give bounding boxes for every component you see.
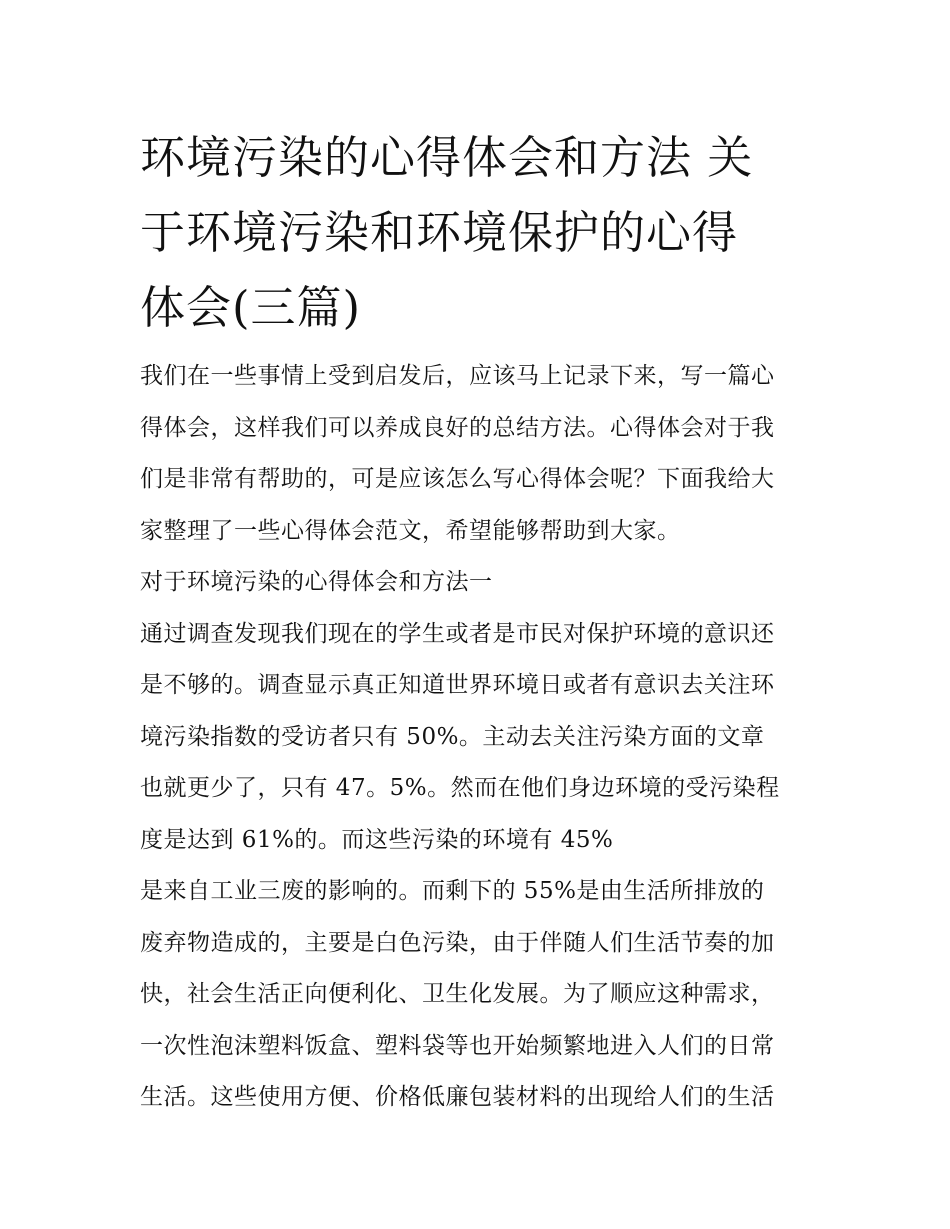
document-page <box>140 120 812 1124</box>
text-line: 家整理了一些心得体会范文，希望能够帮助到大家。 <box>140 517 681 544</box>
text-line: 通过调查发现我们现在的学生或者是市民对保护环境的意识还 <box>140 620 775 647</box>
text-line: 是来自工业三废的影响的。而剩下的 55%是由生活所排放的 <box>140 878 765 904</box>
text-line: 生活。这些使用方便、价格低廉包装材料的出现给人们的生活 <box>140 1084 775 1110</box>
text-line: 们是非常有帮助的，可是应该怎么写心得体会呢？下面我给大 <box>140 466 775 492</box>
title-line: 体会(三篇) <box>140 281 362 334</box>
intro-paragraph <box>140 351 812 557</box>
text-line: 也就更少了，只有 47。5%。然而在他们身边环境的受污染程 <box>140 775 780 801</box>
text-line: 度是达到 61%的。而这些污染的环境有 45% <box>140 826 614 853</box>
text-line: 得体会，这样我们可以养成良好的总结方法。心得体会对于我 <box>140 414 775 441</box>
title-line: 于环境污染和环境保护的心得 <box>140 206 739 259</box>
text-line: 一次性泡沫塑料饭盒、塑料袋等也开始频繁地进入人们的日常 <box>140 1032 775 1059</box>
body-paragraph <box>140 609 812 1124</box>
text-line: 我们在一些事情上受到启发后，应该马上记录下来，写一篇心 <box>140 363 775 389</box>
section-heading: 对于环境污染的心得体会和方法一 <box>140 569 493 595</box>
text-line: 境污染指数的受访者只有 50%。主动去关注污染方面的文章 <box>140 723 765 750</box>
document-title <box>140 120 812 345</box>
text-line: 废弃物造成的，主要是白色污染，由于伴随人们生活节奏的加 <box>140 929 775 956</box>
title-line: 环境污染的心得体会和方法 关 <box>140 131 754 184</box>
text-line: 是不够的。调查显示真正知道世界环境日或者有意识去关注环 <box>140 672 775 698</box>
text-line: 快，社会生活正向便利化、卫生化发展。为了顺应这种需求， <box>140 981 775 1007</box>
